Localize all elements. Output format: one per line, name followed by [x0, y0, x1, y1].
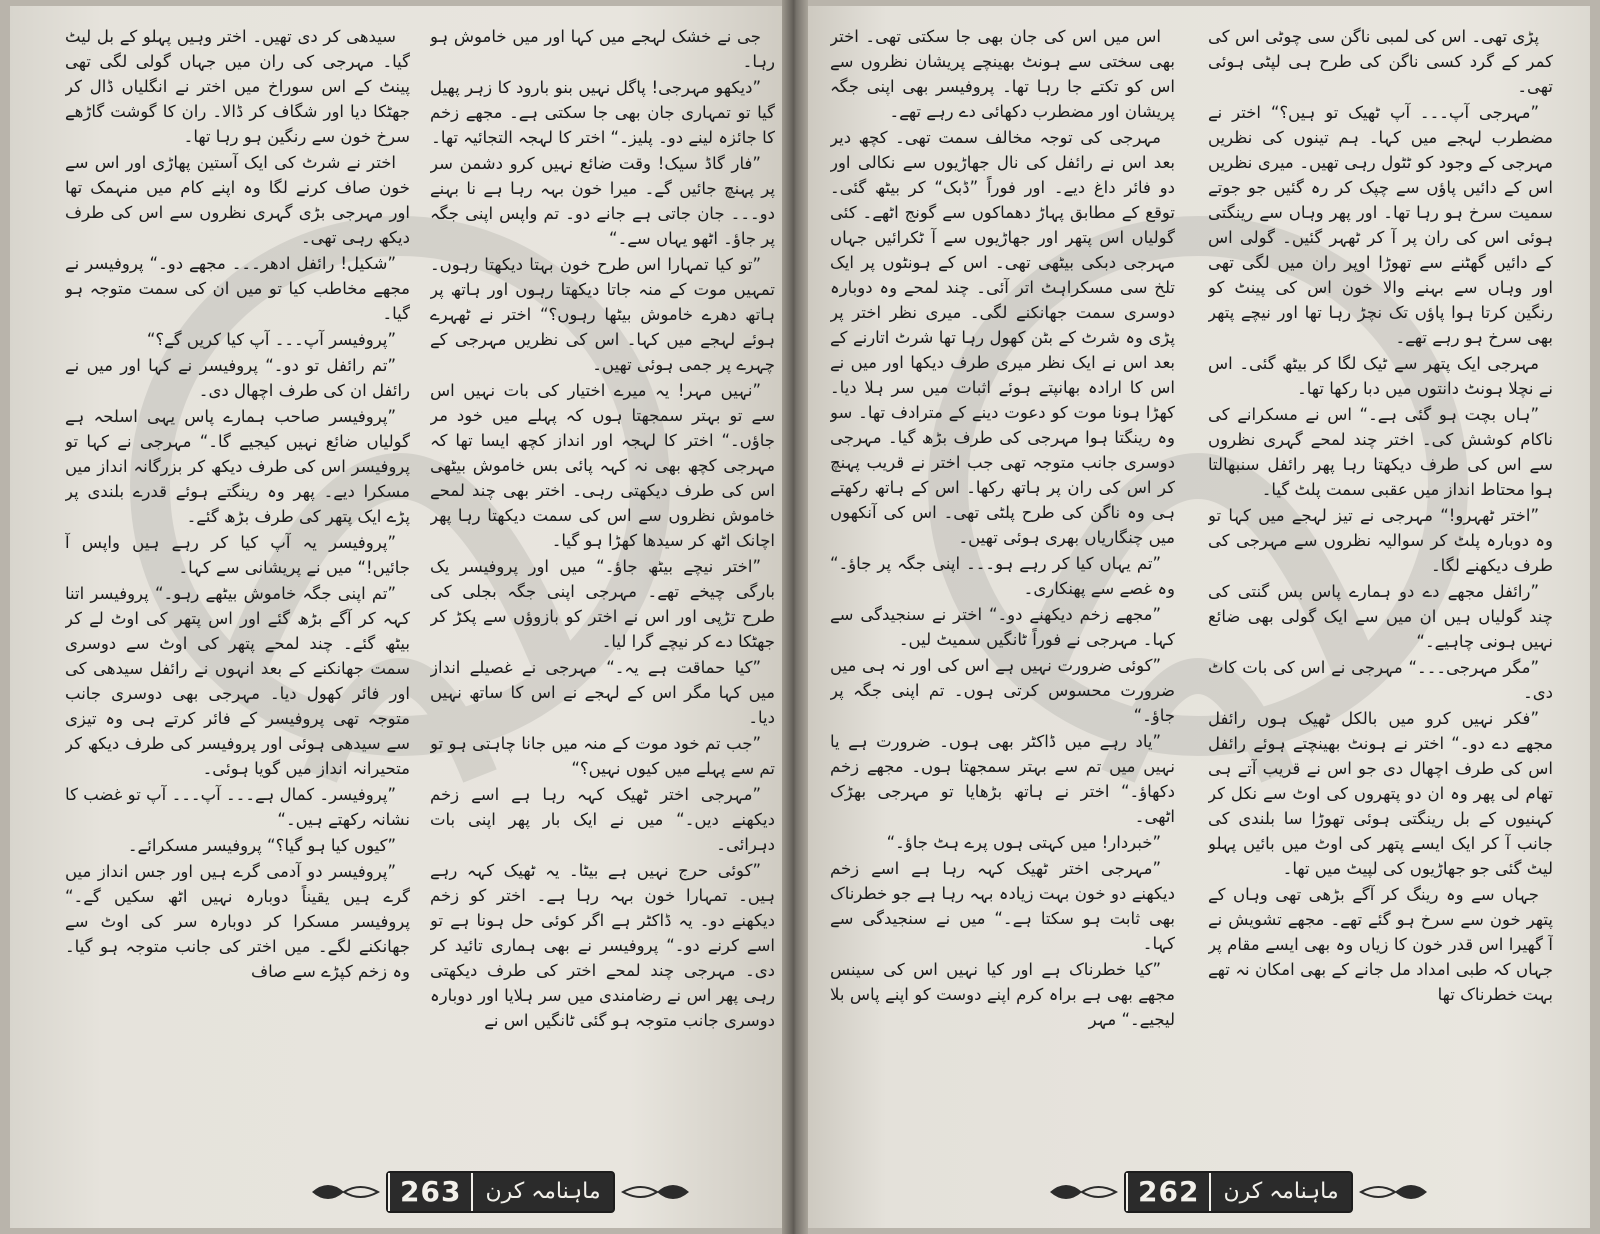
- paragraph: ”مجھے زخم دیکھنے دو۔“ اختر نے سنجیدگی سے کہا۔ مہرجی نے فوراً ٹانگیں سمیٹ لیں۔: [830, 605, 1175, 649]
- ornament-icon: [1048, 1178, 1118, 1206]
- paragraph: ”پروفیسر۔ کمال ہے۔۔۔ آپ۔۔۔ آپ تو غضب کا نشانہ رکھتے ہیں۔“: [65, 785, 410, 829]
- left-page: [10, 6, 782, 1228]
- paragraph: اس میں اس کی جان بھی جا سکتی تھی۔ اختر بھی سختی سے ہونٹ بھینچے پریشان نظروں سے اس کو تکتے جا رہا تھا۔ پروفیسر بھی اپنی جگہ پریشان اور مضطرب دکھائی دے رہے تھے۔: [830, 27, 1175, 121]
- paragraph: ”پروفیسر صاحب ہمارے پاس یہی اسلحہ ہے گولیاں ضائع نہیں کیجیے گا۔“ مہرجی نے کہا تو پروفیسر اس کی طرف دیکھ کر بزرگانہ انداز میں مسکرا دیے۔ پھر وہ رینگتے ہوئے قدرے بلندی پر پڑے ایک پتھر کی طرف بڑھ گئے۔: [65, 407, 410, 526]
- paragraph: ”مہرجی اختر ٹھیک کہہ رہا ہے اسے زخم دیکھنے دیں۔“ میں نے ایک بار پھر اپنی بات دہرائی۔: [430, 785, 775, 854]
- paragraph: ”کوئی ضرورت نہیں ہے اس کی اور نہ ہی میں ضرورت محسوس کرتی ہوں۔ تم اپنی جگہ پر جاؤ۔“: [830, 656, 1175, 725]
- paragraph: جہاں سے وہ رینگ کر آگے بڑھی تھی وہاں کے پتھر خون سے سرخ ہو گئے تھے۔ مجھے تشویش نے آ گھیرا اس قدر خون کا زیاں وہ بھی ایسے مقام پر جہاں کہ طبی امداد مل جانے کے بھی امکان نہ تھے بہت خطرناک تھا: [1208, 885, 1553, 1004]
- paragraph: سیدھی کر دی تھیں۔ اختر وہیں پہلو کے بل لیٹ گیا۔ مہرجی کی ران میں جہاں گولی لگی تھی پینٹ کے اس سوراخ میں اختر نے انگلیاں ڈال کر جھٹکا دیا اور شگاف کر ڈالا۔ ران کا گوشت گاڑھے سرخ خون سے رنگین ہو رہا تھا۔: [65, 27, 410, 146]
- paragraph: پڑی تھی۔ اس کی لمبی ناگن سی چوٹی اس کی کمر کے گرد کسی ناگن کی طرح ہی لپٹی ہوئی تھی۔: [1208, 27, 1553, 96]
- paragraph: مہرجی کی توجہ مخالف سمت تھی۔ کچھ دیر بعد اس نے رائفل کی نال جھاڑیوں سے نکالی اور دو فائر داغ دیے۔ اور فوراً ”ڈبک“ کر بیٹھ گئی۔ توقع کے مطابق پہاڑ دھماکوں سے گونج اٹھے۔ کئی گولیاں اس پتھر اور جھاڑیوں سے آ ٹکرائیں جہاں مہرجی دبکی بیٹھی تھی۔ اس کے ہونٹوں پر ایک تلخ سی مسکراہٹ اتر آئی۔ چند لمحے وہ دوبارہ دوسری سمت جھانکنے لگی۔ میری نظر اختر پر پڑی وہ شرٹ کے بٹن کھول رہا تھا شرٹ اتارنے کے بعد اس نے ایک نظر میری طرف دیکھا اور میں نے اس کا ارادہ بھانپتے ہوئے اثبات میں سر ہلا دیا۔ کھڑا ہونا موت کو دعوت دینے کے مترادف تھا۔ سو وہ رینگتا ہوا مہرجی کی طرف بڑھ گیا۔ مہرجی دوسری جانب متوجہ تھی جب اختر نے قریب پہنچ کر اس کی ران پر ہاتھ رکھا۔ اس کے ہاتھ رکھتے ہی وہ ناگن کی طرح پلٹی تھی۔ اس کی آنکھوں میں چنگاریاں بھری ہوئی تھیں۔: [830, 128, 1175, 547]
- paragraph: اختر نے شرٹ کی ایک آستین پھاڑی اور اس سے خون صاف کرنے لگا وہ اپنے کام میں منہمک تھا اور مہرجی بڑی گہری نظروں سے اس کی طرف دیکھ رہی تھی۔: [65, 153, 410, 247]
- magazine-name: ماہنامہ کرن: [1223, 1179, 1339, 1204]
- page-number: 262: [1126, 1173, 1211, 1211]
- page-number: 263: [388, 1173, 473, 1211]
- right-page-left-column: [830, 24, 1175, 1156]
- paragraph: ”نہیں مہر! یہ میرے اختیار کی بات نہیں اس سے تو بہتر سمجھتا ہوں کہ پہلے میں خود مر جاؤں۔“ اختر کا لہجہ اور انداز کچھ ایسا تھا کہ مہرجی کچھ بھی نہ کہہ پائی بس خاموش بیٹھی اس کی طرف دیکھتی رہی۔ اختر بھی چند لمحے خاموش نظروں سے اس کی سمت دیکھتا رہا پھر اچانک اٹھ کر سیدھا کھڑا ہو گیا۔: [430, 381, 775, 550]
- right-page-footer: [1048, 1170, 1429, 1214]
- right-page: [808, 6, 1590, 1228]
- paragraph: ”دیکھو مہرجی! پاگل نہیں بنو بارود کا زہر پھیل گیا تو تمہاری جان بھی جا سکتی ہے۔ مجھے زخم کا جائزہ لینے دو۔ پلیز۔“ اختر کا لہجہ التجائیہ تھا۔: [430, 78, 775, 147]
- paragraph: ”پروفیسر دو آدمی گرے ہیں اور جس انداز میں گرے ہیں یقیناً دوبارہ نہیں اٹھ سکیں گے۔“ پروفیسر مسکرا کر دوبارہ سر کی اوٹ سے جھانکنے لگے۔ میں اختر کی جانب متوجہ ہو گیا۔ وہ زخم کپڑے سے صاف: [65, 862, 410, 981]
- ornament-icon: [1359, 1178, 1429, 1206]
- left-page-right-column: [430, 24, 775, 1156]
- paragraph: ”تم اپنی جگہ خاموش بیٹھے رہو۔“ پروفیسر اتنا کہہ کر آگے بڑھ گئے اور اس پتھر کی اوٹ لے کر بیٹھ گئے۔ چند لمحے پتھر کی اوٹ سے دوسری سمت جھانکنے کے بعد انہوں نے رائفل سیدھی کی اور فائر کھول دیا۔ مہرجی بھی دوسری جانب متوجہ تھی پروفیسر کے فائر کرتے ہی وہ تیزی سے سیدھی ہوئی اور پروفیسر کی طرف دیکھ کر متحیرانہ انداز میں گویا ہوئی۔: [65, 584, 410, 778]
- left-page-left-column: [65, 24, 410, 1156]
- paragraph: ”کیا خطرناک ہے اور کیا نہیں اس کی سینس مجھے بھی ہے براہ کرم اپنے دوست کو اپنے پاس بلا لیجیے۔“ مہر: [830, 960, 1175, 1029]
- paragraph: ”فکر نہیں کرو میں بالکل ٹھیک ہوں رائفل مجھے دے دو۔“ اختر نے ہونٹ بھینچتے ہوئے رائفل اس کی طرف اچھال دی جو اس نے قریب آتے ہی تھام لی پھر وہ ان دو پتھروں کی اوٹ سے نکل کر کہنیوں کے بل رینگتی ہوئی تھوڑا سا بلندی کی جانب آ کر ایک ایسے پتھر کی اوٹ میں بائیں پہلو لیٹ گئی جو جھاڑیوں کی لپیٹ میں تھا۔: [1208, 709, 1553, 878]
- paragraph: ”یاد رہے میں ڈاکٹر بھی ہوں۔ ضرورت ہے یا نہیں میں تم سے بہتر سمجھتا ہوں۔ مجھے زخم دکھاؤ۔“ اختر نے ہاتھ بڑھایا تو مہرجی بھڑک اٹھی۔: [830, 732, 1175, 826]
- paragraph: ”کیوں کیا ہو گیا؟“ پروفیسر مسکرائے۔: [127, 836, 396, 855]
- paragraph: ”کیا حماقت ہے یہ۔“ مہرجی نے غصیلے انداز میں کہا مگر اس کے لہجے نے اس کا ساتھ نہیں دیا۔: [430, 658, 775, 727]
- paragraph: ”اختر نیچے بیٹھ جاؤ۔“ میں اور پروفیسر یک بارگی چیخے تھے۔ مہرجی اپنی جگہ بجلی کی طرح تڑپی اور اس نے اختر کو بازوؤں سے پکڑ کر جھٹکا دے کر نیچے گرا لیا۔: [430, 557, 775, 651]
- paragraph: ”خبردار! میں کہتی ہوں پرے ہٹ جاؤ۔“: [886, 833, 1161, 852]
- paragraph: ”جب تم خود موت کے منہ میں جانا چاہتی ہو تو تم سے پہلے میں کیوں نہیں؟“: [430, 734, 775, 778]
- paragraph: ”اختر ٹھہرو!“ مہرجی نے تیز لہجے میں کہا تو وہ دوبارہ پلٹ کر سوالیہ نظروں سے مہرجی کی طرف دیکھنے لگا۔: [1208, 506, 1553, 575]
- ornament-icon: [310, 1178, 380, 1206]
- paragraph: ”فار گاڈ سیک! وقت ضائع نہیں کرو دشمن سر پر پہنچ جائیں گے۔ میرا خون بہہ رہا ہے نا بہنے دو۔۔۔ جان جاتی ہے جانے دو۔ تم واپس اپنی جگہ پر جاؤ۔ اٹھو یہاں سے۔“: [430, 154, 775, 248]
- paragraph: ”پروفیسر آپ۔۔۔ آپ کیا کریں گے؟“: [146, 330, 396, 349]
- magazine-name: ماہنامہ کرن: [485, 1179, 601, 1204]
- page-banner: [1124, 1171, 1353, 1213]
- left-page-footer: [310, 1170, 691, 1214]
- paragraph: ”تم رائفل تو دو۔“ پروفیسر نے کہا اور میں نے رائفل ان کی طرف اچھال دی۔: [65, 356, 410, 400]
- paragraph: ”مہرجی اختر ٹھیک کہہ رہا ہے اسے زخم دیکھنے دو خون بہت زیادہ بہہ رہا ہے جو خطرناک بھی ثابت ہو سکتا ہے۔“ میں نے سنجیدگی سے کہا۔: [830, 859, 1175, 953]
- paragraph: ”تم یہاں کیا کر رہے ہو۔۔۔ اپنی جگہ پر جاؤ۔“ وہ غصے سے پھنکاری۔: [830, 554, 1175, 598]
- paragraph: ”پروفیسر یہ آپ کیا کر رہے ہیں واپس آ جائیں!“ میں نے پریشانی سے کہا۔: [65, 533, 410, 577]
- book-gutter: [782, 0, 808, 1234]
- ornament-icon: [621, 1178, 691, 1206]
- paragraph: مہرجی ایک پتھر سے ٹیک لگا کر بیٹھ گئی۔ اس نے نچلا ہونٹ دانتوں میں دبا رکھا تھا۔: [1208, 354, 1553, 398]
- paragraph: ”ہاں بچت ہو گئی ہے۔“ اس نے مسکرانے کی ناکام کوشش کی۔ اختر چند لمحے گہری نظروں سے اس کی طرف دیکھتا رہا پھر رائفل سنبھالتا ہوا محتاط انداز میں عقبی سمت پلٹ گیا۔: [1208, 405, 1553, 499]
- paragraph: ”شکیل! رائفل ادھر۔۔۔ مجھے دو۔“ پروفیسر نے مجھے مخاطب کیا تو میں ان کی سمت متوجہ ہو گیا۔: [65, 254, 410, 323]
- paragraph: ”مہرجی آپ۔۔۔ آپ ٹھیک تو ہیں؟“ اختر نے مضطرب لہجے میں کہا۔ ہم تینوں کی نظریں مہرجی کے وجود کو ٹٹول رہی تھیں۔ میری نظریں اس کے دائیں پاؤں سے چپک کر رہ گئیں جو جوتے سمیت سرخ ہو رہا تھا۔ اور پھر وہاں سے رینگتی ہوئی اس کی ران پر آ کر ٹھہر گئیں۔ گولی اس کے دائیں گھٹنے سے تھوڑا اوپر ران میں لگی تھی اور وہاں سے بہنے والا خون اس کی پینٹ کو رنگین کرتا ہوا پاؤں تک نچڑ رہا تھا اور نیچے پتھر بھی سرخ ہو رہے تھے۔: [1208, 103, 1553, 347]
- page-banner: [386, 1171, 615, 1213]
- paragraph: ”تو کیا تمہارا اس طرح خون بہتا دیکھتا رہوں۔ تمہیں موت کے منہ جاتا دیکھتا رہوں اور ہاتھ پر ہاتھ دھرے خاموش بیٹھا رہوں؟“ اختر نے ٹھہرے ہوئے لہجے میں کہا۔ اس کی نظریں مہرجی کے چہرے پر جمی ہوئی تھیں۔: [430, 255, 775, 374]
- paragraph: ”رائفل مجھے دے دو ہمارے پاس بس گنتی کی چند گولیاں ہیں ان میں سے ایک گولی بھی ضائع نہیں ہونی چاہیے۔“: [1208, 582, 1553, 651]
- paragraph: ”کوئی حرج نہیں ہے بیٹا۔ یہ ٹھیک کہہ رہے ہیں۔ تمہارا خون بہہ رہا ہے۔ اختر کو زخم دیکھنے دو۔ یہ ڈاکٹر ہے اگر کوئی حل ہونا ہے تو اسے کرنے دو۔“ پروفیسر نے بھی ہماری تائید کر دی۔ مہرجی چند لمحے اختر کی طرف دیکھتی رہی پھر اس نے رضامندی میں سر ہلایا اور دوبارہ دوسری جانب متوجہ ہو گئی ٹانگیں اس نے: [430, 861, 775, 1030]
- right-page-right-column: [1208, 24, 1553, 1156]
- paragraph: ”مگر مہرجی۔۔۔“ مہرجی نے اس کی بات کاٹ دی۔: [1208, 658, 1553, 702]
- paragraph: جی نے خشک لہجے میں کہا اور میں خاموش ہو رہا۔: [430, 27, 775, 71]
